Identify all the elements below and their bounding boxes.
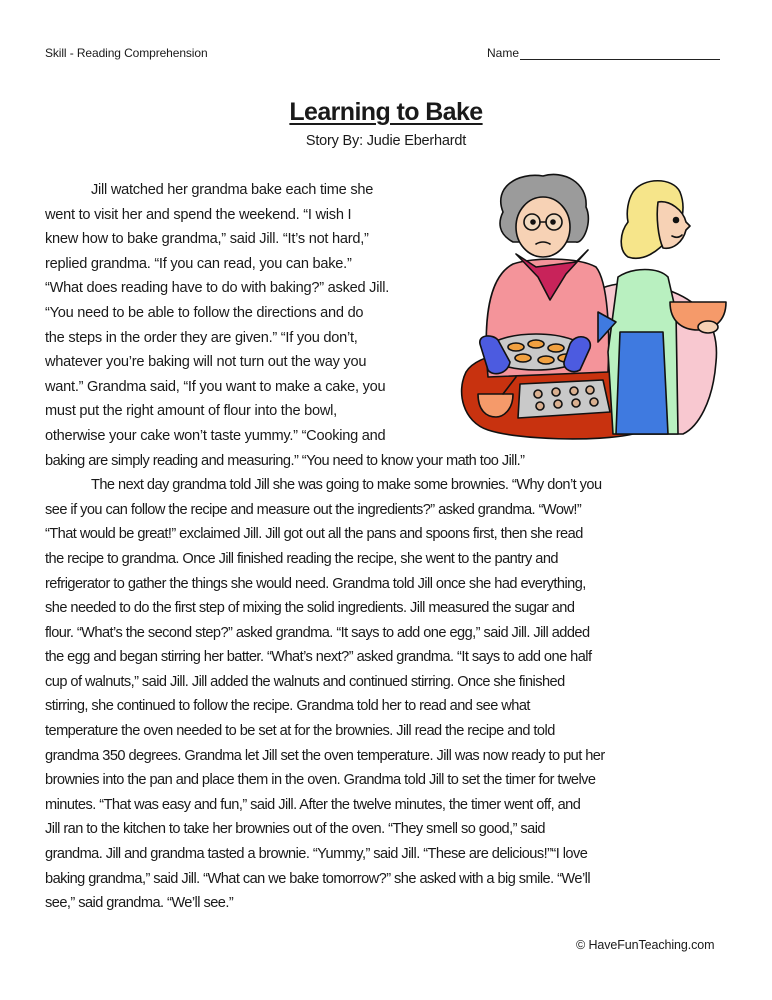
name-field [487, 46, 720, 60]
story-title: Learning to Bake [289, 98, 483, 126]
story-line: the steps in the order they are given.” “If you don’t, [45, 329, 358, 346]
story-line: minutes. “That was easy and fun,” said Jill. After the twelve minutes, the timer went off, and [45, 796, 581, 813]
paragraph-1-wrapped [45, 178, 735, 449]
story-line: Jill ran to the kitchen to take her brownies out of the oven. “They smell so good,” said [45, 821, 545, 838]
story-line: grandma 350 degrees. Grandma let Jill set the oven temperature. Jill was now ready to put her [45, 747, 605, 764]
story-line: stirring, she continued to follow the recipe. Grandma told her to read and see what [45, 698, 530, 715]
story-line: Jill watched her grandma bake each time she [91, 182, 374, 198]
story-line: flour. “What’s the second step?” asked grandma. “It says to add one egg,” said Jill. Jill added [45, 624, 590, 641]
story-line: “You need to be able to follow the directions and do [45, 304, 364, 321]
story-line: she needed to do the first step of mixing the solid ingredients. Jill measured the sugar and [45, 600, 575, 617]
story-line: temperature the oven needed to be set at for the brownies. Jill read the recipe and told [45, 723, 555, 740]
story-text [45, 178, 735, 916]
story-line: cup of walnuts,” said Jill. Jill added the walnuts and continued stirring. Once she finished [45, 673, 565, 690]
skill-label: Skill - Reading Comprehension [45, 46, 208, 60]
story-line: grandma. Jill and grandma tasted a brownie. “Yummy,” said Jill. “These are delicious!”“I love [45, 846, 588, 863]
story-line: “What does reading have to do with baking?” asked Jill. [45, 280, 389, 297]
story-line: must put the right amount of flour into the bowl, [45, 403, 337, 420]
story-line: The next day grandma told Jill she was going to make some brownies. “Why don’t you [91, 477, 602, 494]
story-line: baking are simply reading and measuring.” “You need to know your math too Jill.” [45, 452, 525, 469]
story-line: baking grandma,” said Jill. “What can we bake tomorrow?” she asked with a big smile. “We’ll [45, 870, 591, 887]
story-byline: Story By: Judie Eberhardt [305, 133, 467, 149]
story-line: whatever you’re baking will not turn out the way you [45, 354, 367, 371]
story-line: otherwise your cake won’t taste yummy.” “Cooking and [45, 427, 386, 444]
story-line: replied grandma. “If you can read, you can bake.” [45, 255, 352, 272]
story-line: refrigerator to gather the things she would need. Grandma told Jill once she had everything, [45, 575, 586, 592]
paragraph-1-full-width [45, 449, 735, 474]
story-line: brownies into the pan and place them in the oven. Grandma told Jill to set the timer for twelve [45, 772, 596, 789]
name-label: Name [487, 46, 520, 60]
story-line: the recipe to grandma. Once Jill finished reading the recipe, she went to the pantry and [45, 550, 558, 567]
name-blank-line [520, 46, 720, 60]
story-line: went to visit her and spend the weekend. “I wish I [45, 206, 352, 223]
story-line: knew how to bake grandma,” said Jill. “It’s not hard,” [45, 231, 369, 248]
story-line: see,” said grandma. “We’ll see.” [45, 895, 234, 912]
story-line: the egg and began stirring her batter. “What’s next?” asked grandma. “It says to add one half [45, 649, 592, 666]
story-line: want.” Grandma said, “If you want to make a cake, you [45, 378, 386, 395]
story-line: see if you can follow the recipe and measure out the ingredients?” asked grandma. “Wow!” [45, 501, 582, 518]
paragraph-2 [45, 473, 735, 916]
copyright-footer: © HaveFunTeaching.com [576, 938, 715, 952]
story-line: “That would be great!” exclaimed Jill. Jill got out all the pans and spoons first, then she read [45, 526, 583, 543]
